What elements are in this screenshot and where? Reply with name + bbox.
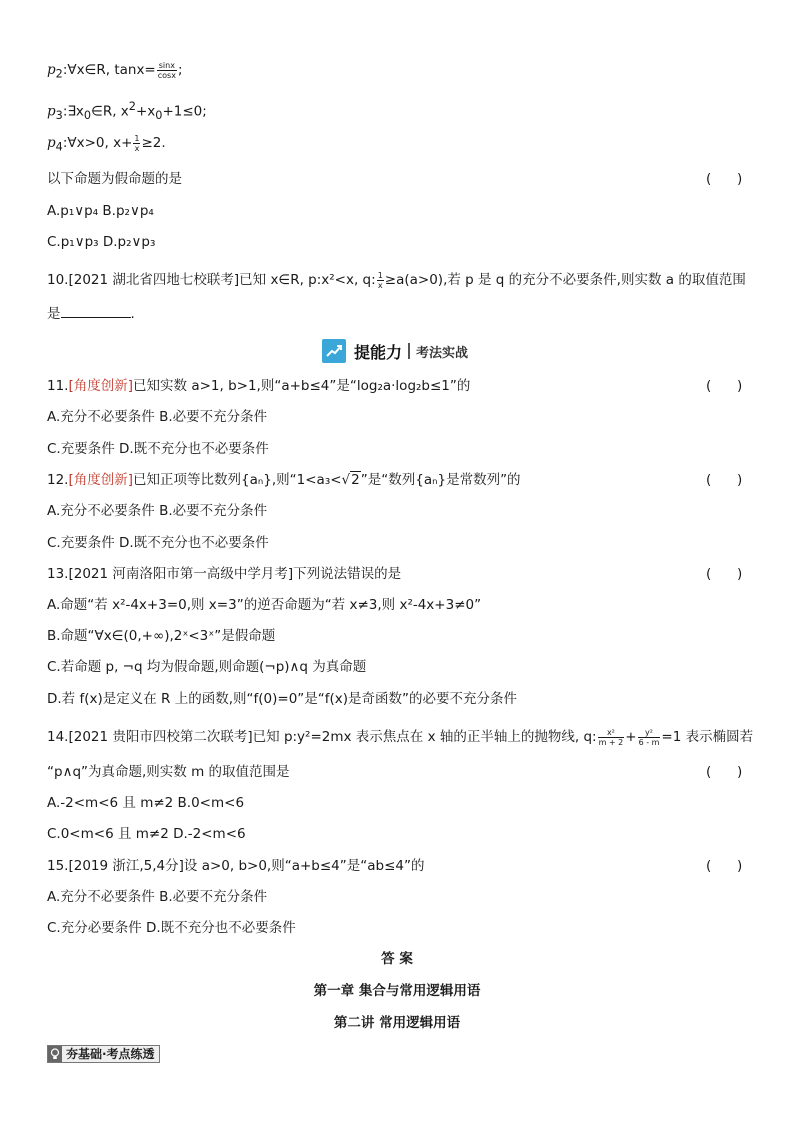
q13-option-a: A.命题“若 x²-4x+3=0,则 x=3”的逆否命题为“若 x≠3,则 x²-4x+3≠0” — [47, 597, 482, 613]
q12-stem: 12.[角度创新]已知正项等比数列{aₙ},则“1<a₃<√2”是“数列{aₙ}是常数列”的 — [47, 472, 521, 488]
proposition-p2: $p_2:\forall x\in R$, tanx= $\frac{\sin x}{\cos x}$ ; — [47, 60, 183, 81]
q15-answer-paren: ( ) — [706, 858, 743, 874]
q15-options-cd: C.充分必要条件 D.既不充分也不必要条件 — [47, 920, 296, 936]
q15-stem: 15.[2019 浙江,5,4分]设 a>0, b>0,则“a+b≤4”是“ab≤4”的 — [47, 858, 425, 874]
q14-stem: 14.[2021 贵阳市四校第二次联考]已知 p:y²=2mx 表示焦点在 x 轴的正半轴上的抛物线, q: $\frac{\text{x²}}{m + 2}$ + $\frac{\text{y²}}{6 - m}$ =1 表示椭圆若 — [47, 727, 754, 747]
banner-subtitle: 考法实战 — [416, 345, 469, 361]
q10-stem: 10.[2021 湖北省四地七校联考]已知 x∈R, p:x²<x, q: $\frac{1}{x}$ ≥a(a>0),若 p 是 q 的充分不必要条件,则实数 a 的取值范围 — [47, 270, 746, 290]
proposition-p3: $p_3:\exists x_0\in R$, $x^2+x_0+1\le 0$; — [47, 100, 207, 123]
q14-answer-paren: ( ) — [706, 764, 743, 780]
q9-stem: 以下命题为假命题的是 — [47, 171, 182, 187]
q14-options-ab: A.-2<m<6 且 m≠2 B.0<m<6 — [47, 795, 245, 811]
q13-stem: 13.[2021 河南洛阳市第一高级中学月考]下列说法错误的是 — [47, 566, 402, 582]
fraction-sinx-cosx: $\frac{\sin x}{\cos x}$ — [157, 60, 176, 80]
q13-option-d: D.若 f(x)是定义在 R 上的函数,则“f(0)=0”是“f(x)是奇函数”的必要不充分条件 — [47, 691, 518, 707]
trend-chart-icon — [322, 339, 346, 363]
q11-answer-paren: ( ) — [706, 378, 743, 394]
q9-options-cd: C.p₁∨p₃ D.p₂∨p₃ — [47, 234, 156, 250]
fraction-1-x: $\frac{1}{x}$ — [134, 133, 140, 153]
answers-title: 答 案 — [381, 951, 413, 967]
sqrt-symbol: √ — [341, 472, 351, 488]
q12-answer-paren: ( ) — [706, 472, 743, 488]
fraction-x2: $\frac{\text{x²}}{m + 2}$ — [598, 727, 624, 747]
q14-stem-line2: “p∧q”为真命题,则实数 m 的取值范围是 — [47, 764, 290, 780]
q12-options-ab: A.充分不必要条件 B.必要不充分条件 — [47, 503, 268, 519]
section-banner — [322, 338, 468, 364]
q11-options-ab: A.充分不必要条件 B.必要不充分条件 — [47, 409, 268, 425]
chapter-title: 第一章 集合与常用逻辑用语 — [313, 983, 481, 999]
proposition-p4: $p_4:\forall x>0$, x+ $\frac{1}{x}$ ≥2. — [47, 133, 166, 154]
q12-options-cd: C.充要条件 D.既不充分也不必要条件 — [47, 535, 269, 551]
q9-options-ab: A.p₁∨p₄ B.p₂∨p₄ — [47, 203, 154, 219]
q11-stem: 11.[角度创新]已知实数 a>1, b>1,则“a+b≤4”是“log₂a·log₂b≤1”的 — [47, 378, 471, 394]
q10-answer-line: 是 . — [47, 303, 135, 324]
q13-option-c: C.若命题 p, ¬q 均为假命题,则命题(¬p)∧q 为真命题 — [47, 659, 367, 675]
answer-blank[interactable] — [61, 303, 131, 318]
q13-answer-paren: ( ) — [706, 566, 743, 582]
lightbulb-icon — [48, 1046, 62, 1062]
q11-options-cd: C.充要条件 D.既不充分也不必要条件 — [47, 441, 269, 457]
lecture-title: 第二讲 常用逻辑用语 — [333, 1015, 461, 1031]
section-tag-label: 夯基础·考点练透 — [62, 1046, 159, 1062]
q13-option-b: B.命题“∀x∈(0,+∞),2ˣ<3ˣ”是假命题 — [47, 628, 276, 644]
q15-options-ab: A.充分不必要条件 B.必要不充分条件 — [47, 889, 268, 905]
q9-answer-paren: ( ) — [706, 171, 743, 187]
fraction-y2: $\frac{\text{y²}}{6 - m}$ — [638, 727, 660, 747]
section-tag — [47, 1045, 160, 1063]
banner-title: 提能力 — [354, 342, 403, 362]
q14-options-cd: C.0<m<6 且 m≠2 D.-2<m<6 — [47, 826, 246, 842]
banner-divider — [408, 343, 410, 359]
fraction-1-x: $\frac{1}{x}$ — [377, 270, 383, 290]
